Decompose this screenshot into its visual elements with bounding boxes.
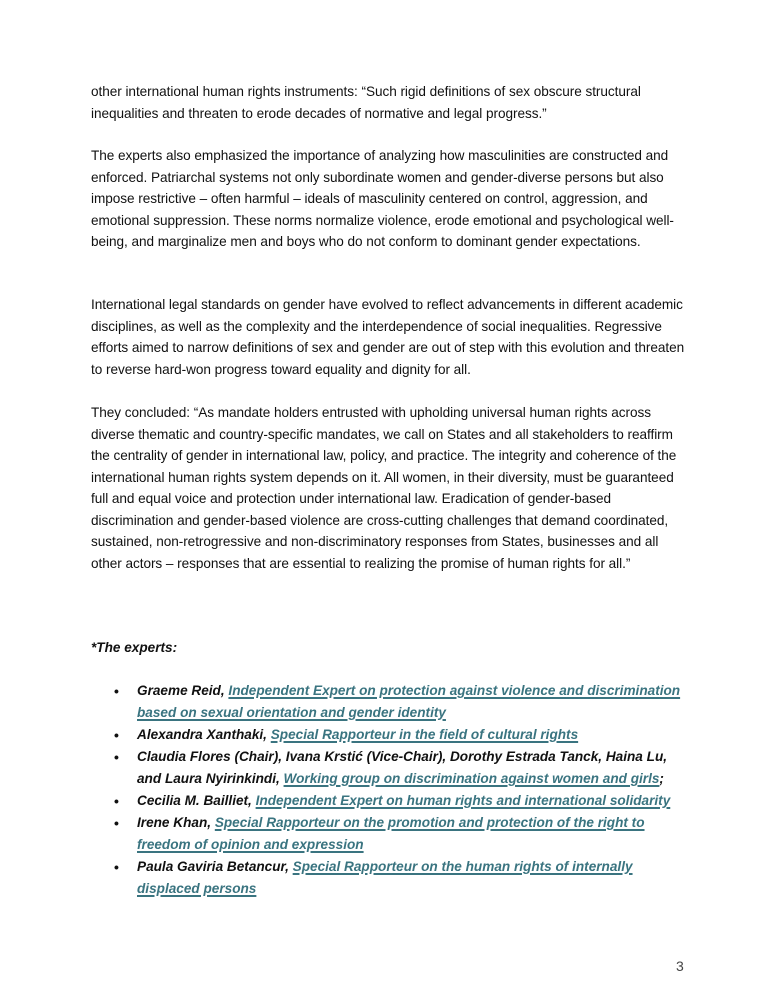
- experts-list: [114, 680, 682, 900]
- list-item: [114, 680, 682, 724]
- bullet-icon: •: [114, 749, 119, 765]
- list-item: [114, 724, 682, 746]
- paragraph-legal-standards: International legal standards on gender have evolved to reflect advancements in different academic disciplines, as well as the complexity and the interdependence of social inequalities. Regressive efforts aimed to narrow definitions of sex and gender are out of step with this evolution and threaten to reverse hard-won progress toward equality and dignity for all.: [91, 297, 685, 377]
- expert-mandate-link[interactable]: Special Rapporteur on the promotion and protection of the right to freedom of opinion and expression: [137, 815, 645, 852]
- experts-heading: *The experts:: [91, 640, 178, 655]
- bullet-icon: •: [114, 793, 119, 809]
- expert-mandate-link[interactable]: Special Rapporteur on the human rights of internally displaced persons: [137, 859, 633, 896]
- paragraph-conclusion: They concluded: “As mandate holders entrusted with upholding universal human rights across diverse thematic and country-specific mandates, we call on States and all stakeholders to reaffirm the centrality of gender in international law, policy, and practice. The integrity and coherence of the international human rights system depends on it. All women, in their diversity, must be guaranteed full and equal voice and protection under international law. Eradication of gender-based discrimination and gender-based violence are cross-cutting challenges that demand coordinated, sustained, non-retrogressive and non-discriminatory responses from States, businesses and all other actors – responses that are essential to realizing the promise of human rights for all.”: [91, 405, 677, 571]
- bullet-icon: •: [114, 815, 119, 831]
- expert-name: Claudia Flores (Chair), Ivana Krstić (Vice-Chair), Dorothy Estrada Tanck, Haina Lu, and Laura Nyirinkindi,: [137, 749, 668, 786]
- expert-mandate-link[interactable]: Special Rapporteur in the field of cultural rights: [270, 727, 579, 742]
- list-item: [114, 812, 682, 856]
- paragraph-quote-continuation: other international human rights instruments: “Such rigid definitions of sex obscure structural inequalities and threaten to erode decades of normative and legal progress.”: [91, 84, 641, 121]
- expert-name: Alexandra Xanthaki,: [137, 727, 271, 742]
- list-item: [114, 856, 682, 900]
- list-item: [114, 790, 682, 812]
- expert-mandate-link[interactable]: Independent Expert on human rights and international solidarity: [255, 793, 671, 808]
- expert-name: Cecilia M. Bailliet,: [137, 793, 256, 808]
- bullet-icon: •: [114, 727, 119, 743]
- bullet-icon: •: [114, 683, 119, 699]
- page-number: 3: [676, 958, 684, 974]
- expert-mandate-link[interactable]: Working group on discrimination against women and girls: [283, 771, 660, 786]
- expert-suffix: ;: [659, 771, 664, 786]
- expert-name: Paula Gaviria Betancur,: [137, 859, 293, 874]
- paragraph-masculinities: The experts also emphasized the importance of analyzing how masculinities are constructed and enforced. Patriarchal systems not only subordinate women and gender-diverse persons but also impose restrictive – often harmful – ideals of masculinity centered on control, aggression, and emotional suppression. These norms normalize violence, erode emotional and psychological well-being, and marginalize men and boys who do not conform to dominant gender expectations.: [91, 148, 674, 249]
- bullet-icon: •: [114, 859, 119, 875]
- list-item: [114, 746, 682, 790]
- expert-name: Irene Khan,: [137, 815, 215, 830]
- expert-mandate-link[interactable]: Independent Expert on protection against violence and discrimination based on sexual orientation and gender identity: [137, 683, 681, 720]
- expert-name: Graeme Reid,: [137, 683, 229, 698]
